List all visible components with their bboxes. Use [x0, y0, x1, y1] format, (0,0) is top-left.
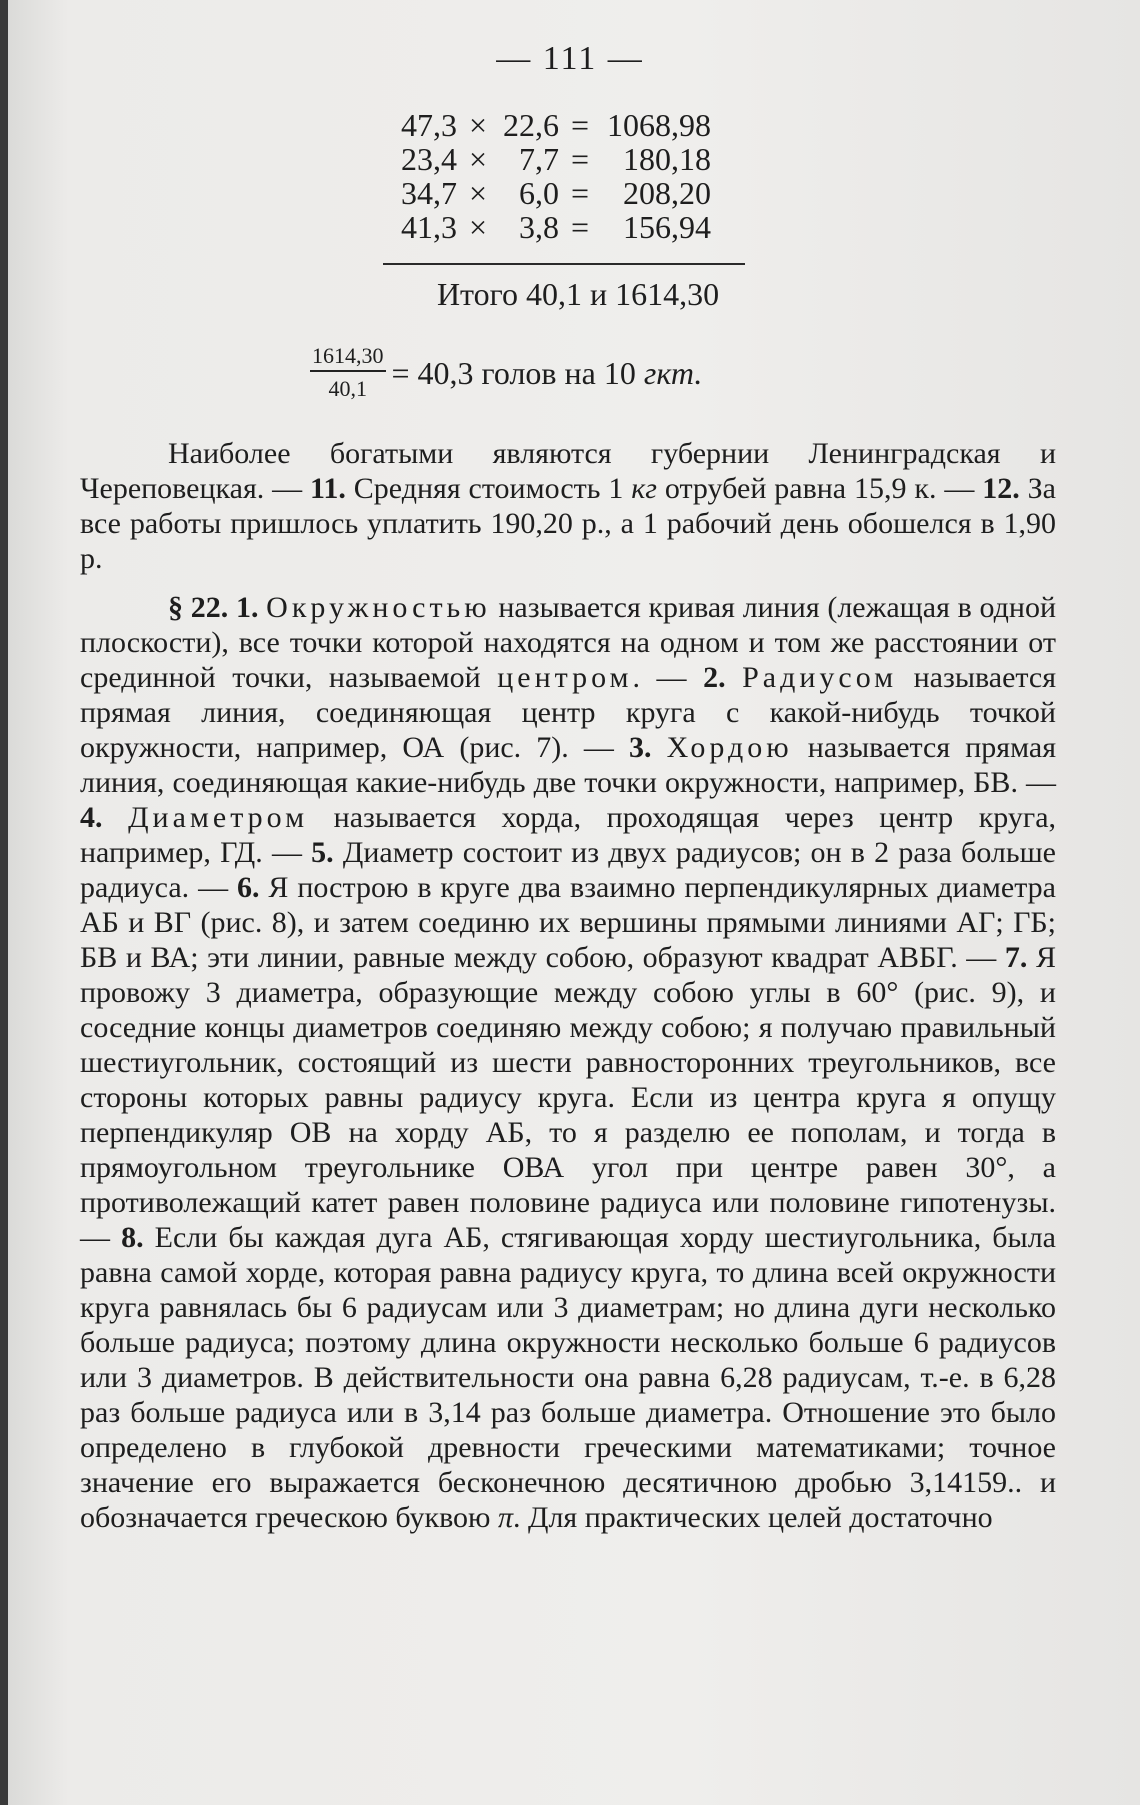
page-number: — 111 — [496, 40, 644, 77]
calc-product: 208,20 [623, 175, 711, 211]
item-number: 4. [80, 801, 103, 834]
calc-row [395, 210, 745, 244]
calc-factor-b: 3,8 [519, 209, 559, 245]
text-run: . Для практических целей достаточно [513, 1501, 993, 1534]
calc-product: 180,18 [623, 141, 711, 177]
section-heading: § 22. 1. [168, 591, 259, 624]
calc-factor-b: 7,7 [519, 141, 559, 177]
text-run: Средняя стоимость 1 [345, 472, 632, 505]
fraction-denominator: 40,1 [328, 376, 367, 401]
text-run: За все работы пришлось уплатить 190,20 р., а 1 рабочий день обошелся в 1,90 р. [80, 472, 1056, 575]
calc-product: 1068,98 [607, 107, 711, 143]
item-number: 3. [629, 731, 652, 764]
sum-rule [383, 263, 745, 265]
calc-row [395, 142, 745, 176]
times-sign: × [468, 141, 488, 177]
text-run: . — [632, 661, 704, 694]
formula-unit: гкт. [643, 354, 703, 391]
calc-product: 156,94 [623, 209, 711, 245]
item-number: 7. [1004, 941, 1028, 974]
equals-sign: = [570, 141, 590, 177]
page-spine-edge [0, 0, 8, 1805]
fraction-formula [310, 338, 702, 408]
item-number: 11. [310, 472, 346, 505]
calc-factor-a: 23,4 [401, 141, 457, 177]
calc-row [395, 176, 745, 210]
text-run: называется кривая линия (лежащая в одной плоскости), все точки которой находятся на одном и том же расстоянии от срединной точки, называемой [80, 591, 1056, 694]
formula-result: = 40,3 голов на 10 [391, 354, 644, 391]
calc-factor-b: 6,0 [519, 175, 559, 211]
calc-total: Итого 40,1 и 1614,30 [436, 276, 720, 312]
term-spaced: Радиусом [742, 661, 898, 694]
calc-factor-b: 22,6 [503, 107, 559, 143]
fraction-numerator: 1614,30 [310, 342, 386, 372]
text-run: Диаметр состоит из двух радиусов; он в 2 раза больше радиуса. — [80, 836, 1056, 904]
item-number: 12. [982, 472, 1020, 505]
calculation-table [395, 108, 745, 244]
times-sign: × [468, 175, 488, 211]
calc-row [395, 108, 745, 142]
item-number: 6. [237, 871, 260, 904]
term-spaced: Окружностью [266, 591, 491, 624]
item-number: 5. [311, 836, 334, 869]
fraction [310, 342, 386, 404]
paragraph-section-22 [80, 590, 1056, 1535]
calc-factor-a: 41,3 [401, 209, 457, 245]
text-run: называется прямая линия, соединяющая какие-нибудь две точки окружности, например, БВ. — [80, 731, 1056, 799]
term-spaced: Диаметром [128, 801, 309, 834]
equals-sign: = [570, 175, 590, 211]
term-spaced: центром [497, 661, 633, 694]
equals-sign: = [570, 107, 590, 143]
paragraph-answers-10-12 [80, 436, 1056, 576]
unit-abbrev: кг [631, 472, 657, 505]
calc-factor-a: 34,7 [401, 175, 457, 211]
item-number: 2. [703, 661, 726, 694]
times-sign: × [468, 107, 488, 143]
times-sign: × [468, 209, 488, 245]
term-spaced: Хордою [666, 731, 793, 764]
item-number: 8. [121, 1221, 144, 1254]
text-run: называется хорда, проходящая через центр круга, например, ГД. — [80, 801, 1057, 869]
text-run: отрубей равна 15,9 к. — [656, 472, 983, 505]
calc-factor-a: 47,3 [401, 107, 457, 143]
pi-symbol: π [497, 1501, 513, 1534]
text-run: Я построю в круге два взаимно перпендикулярных диаметра АБ и ВГ (рис. 8), и затем соединю их вершины прямыми линиями АГ; ГБ; БВ и ВА; эти линии, равные между собою, образуют квадрат АВБГ. — [80, 871, 1056, 974]
text-run: Наиболее богатыми являются губернии Ленинградская и Череповецкая. — [80, 437, 1056, 505]
text-run: Я провожу 3 диаметра, образующие между собою углы в 60° (рис. 9), и соседние концы диаметров соединяю между собою; я получаю правильный шестиугольник, состоящий из шести равносторонних треугольников, все стороны которых равны радиусу круга. Если из центра круга я опущу перпендикуляр ОВ на хорду АБ, то я разделю ее пополам, и тогда в прямоугольном треугольнике ОВА угол при центре равен 30°, а противолежащий катет равен половине радиуса или половине гипотенузы. — [80, 941, 1056, 1254]
equals-sign: = [570, 209, 590, 245]
text-run: Если бы каждая дуга АБ, стягивающая хорду шестиугольника, была равна самой хорде, которая равна радиусу круга, то длина всей окружности круга равнялась бы 6 радиусам или 3 диаметрам; но длина дуги несколько больше радиуса; поэтому длина окружности несколько больше 6 радиусов или 3 диаметров. В действительности она равна 6,28 радиусам, т.-е. в 6,28 раз больше радиуса или в 3,14 раз больше диаметра. Отношение это было определено в глубокой древности греческими математиками; точное значение его выражается бесконечною десятичною дробью 3,14159.. и обозначается греческою буквою [80, 1221, 1056, 1534]
text-run: называется прямая линия, соединяющая центр круга с какой-нибудь точкой окружности, например, ОА (рис. 7). — [80, 661, 1056, 764]
